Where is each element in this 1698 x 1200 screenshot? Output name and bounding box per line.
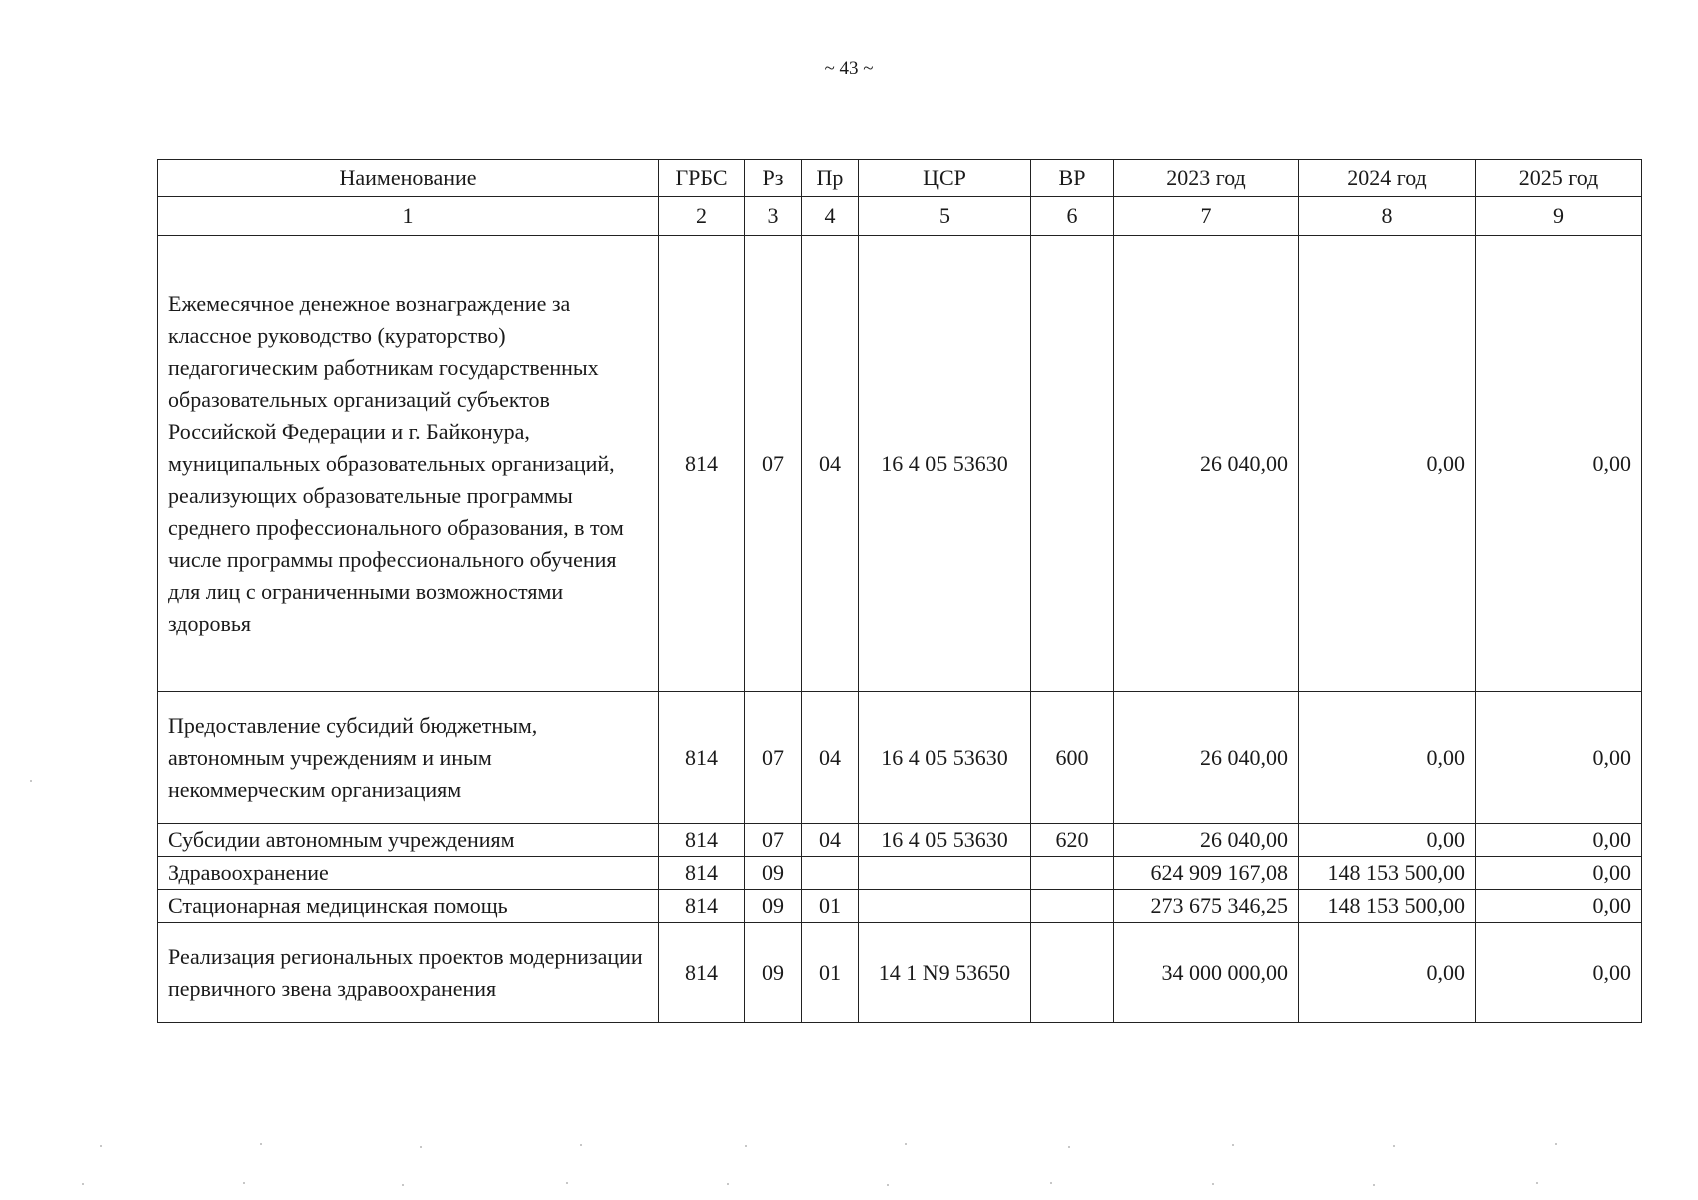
row-rz: 09: [745, 890, 802, 923]
row-pr: 04: [802, 824, 859, 857]
row-vr: [1031, 890, 1114, 923]
row-csr: [859, 857, 1031, 890]
table-row: [158, 890, 1642, 923]
column-number: 6: [1031, 197, 1114, 236]
column-number-row: [158, 197, 1642, 236]
row-vr: [1031, 236, 1114, 692]
column-number: 8: [1299, 197, 1476, 236]
scan-speck: [243, 1182, 245, 1184]
row-csr: 16 4 05 53630: [859, 236, 1031, 692]
row-grbs: 814: [659, 236, 745, 692]
row-vr: [1031, 923, 1114, 1023]
scan-speck: [30, 780, 32, 782]
column-number: 5: [859, 197, 1031, 236]
row-name: Предоставление субсидий бюджетным, автономным учреждениям и иным некоммерческим организациям: [158, 692, 659, 824]
row-pr: [802, 857, 859, 890]
table-row: [158, 923, 1642, 1023]
row-name: Здравоохранение: [158, 857, 659, 890]
scan-speck: [566, 1182, 568, 1184]
header-rz: Рз: [745, 160, 802, 197]
row-name: Реализация региональных проектов модернизации первичного звена здравоохранения: [158, 923, 659, 1023]
column-number: 3: [745, 197, 802, 236]
row-amount-2023: 26 040,00: [1114, 236, 1299, 692]
row-grbs: 814: [659, 890, 745, 923]
row-grbs: 814: [659, 692, 745, 824]
row-pr: 04: [802, 236, 859, 692]
row-amount-2025: 0,00: [1476, 857, 1642, 890]
header-name: Наименование: [158, 160, 659, 197]
scan-speck: [1050, 1182, 1052, 1184]
row-amount-2023: 273 675 346,25: [1114, 890, 1299, 923]
scan-speck: [402, 1184, 404, 1186]
row-csr: 16 4 05 53630: [859, 692, 1031, 824]
row-amount-2023: 624 909 167,08: [1114, 857, 1299, 890]
row-amount-2025: 0,00: [1476, 923, 1642, 1023]
column-number: 7: [1114, 197, 1299, 236]
row-name: Субсидии автономным учреждениям: [158, 824, 659, 857]
table-row: [158, 857, 1642, 890]
scan-speck: [1373, 1184, 1375, 1186]
header-2025: 2025 год: [1476, 160, 1642, 197]
row-amount-2023: 26 040,00: [1114, 824, 1299, 857]
row-amount-2024: 0,00: [1299, 824, 1476, 857]
scan-speck: [1068, 1146, 1070, 1148]
header-2024: 2024 год: [1299, 160, 1476, 197]
row-amount-2024: 148 153 500,00: [1299, 857, 1476, 890]
column-number: 9: [1476, 197, 1642, 236]
scan-speck: [580, 1144, 582, 1146]
row-csr: 16 4 05 53630: [859, 824, 1031, 857]
scan-speck: [745, 1145, 747, 1147]
header-pr: Пр: [802, 160, 859, 197]
scan-speck: [905, 1143, 907, 1145]
scan-speck: [887, 1184, 889, 1186]
row-rz: 07: [745, 692, 802, 824]
row-amount-2025: 0,00: [1476, 824, 1642, 857]
scan-speck: [1232, 1144, 1234, 1146]
row-rz: 09: [745, 857, 802, 890]
row-vr: 620: [1031, 824, 1114, 857]
row-vr: [1031, 857, 1114, 890]
header-vr: ВР: [1031, 160, 1114, 197]
row-amount-2025: 0,00: [1476, 890, 1642, 923]
row-pr: 01: [802, 923, 859, 1023]
scan-speck: [82, 1183, 84, 1185]
row-grbs: 814: [659, 857, 745, 890]
row-pr: 04: [802, 692, 859, 824]
column-number: 1: [158, 197, 659, 236]
row-rz: 09: [745, 923, 802, 1023]
header-grbs: ГРБС: [659, 160, 745, 197]
header-csr: ЦСР: [859, 160, 1031, 197]
table-row: [158, 692, 1642, 824]
row-amount-2024: 148 153 500,00: [1299, 890, 1476, 923]
row-rz: 07: [745, 236, 802, 692]
row-csr: [859, 890, 1031, 923]
row-name: Ежемесячное денежное вознаграждение за классное руководство (кураторство) педагогическим работникам государственных образовательных организаций субъектов Российской Федерации и г. Байконура, муниципальных образовательных организаций, реализующих образовательные программы среднего профессионального образования, в том числе программы профессионального обучения для лиц с ограниченными возможностями здоровья: [158, 236, 659, 692]
scan-speck: [420, 1146, 422, 1148]
row-grbs: 814: [659, 923, 745, 1023]
row-amount-2024: 0,00: [1299, 236, 1476, 692]
row-csr: 14 1 N9 53650: [859, 923, 1031, 1023]
row-vr: 600: [1031, 692, 1114, 824]
row-pr: 01: [802, 890, 859, 923]
scan-speck: [1555, 1143, 1557, 1145]
row-name: Стационарная медицинская помощь: [158, 890, 659, 923]
row-amount-2025: 0,00: [1476, 692, 1642, 824]
table-row: [158, 236, 1642, 692]
page-number: ~ 43 ~: [824, 58, 874, 79]
column-number: 4: [802, 197, 859, 236]
scan-speck: [1393, 1145, 1395, 1147]
scan-speck: [727, 1183, 729, 1185]
header-2023: 2023 год: [1114, 160, 1299, 197]
scan-speck: [100, 1145, 102, 1147]
row-grbs: 814: [659, 824, 745, 857]
row-amount-2024: 0,00: [1299, 692, 1476, 824]
row-amount-2023: 26 040,00: [1114, 692, 1299, 824]
budget-table: [157, 159, 1642, 1023]
header-row: [158, 160, 1642, 197]
table-row: [158, 824, 1642, 857]
column-number: 2: [659, 197, 745, 236]
scan-speck: [260, 1143, 262, 1145]
scan-speck: [1212, 1183, 1214, 1185]
row-amount-2023: 34 000 000,00: [1114, 923, 1299, 1023]
row-amount-2024: 0,00: [1299, 923, 1476, 1023]
row-rz: 07: [745, 824, 802, 857]
scan-speck: [1536, 1182, 1538, 1184]
row-amount-2025: 0,00: [1476, 236, 1642, 692]
